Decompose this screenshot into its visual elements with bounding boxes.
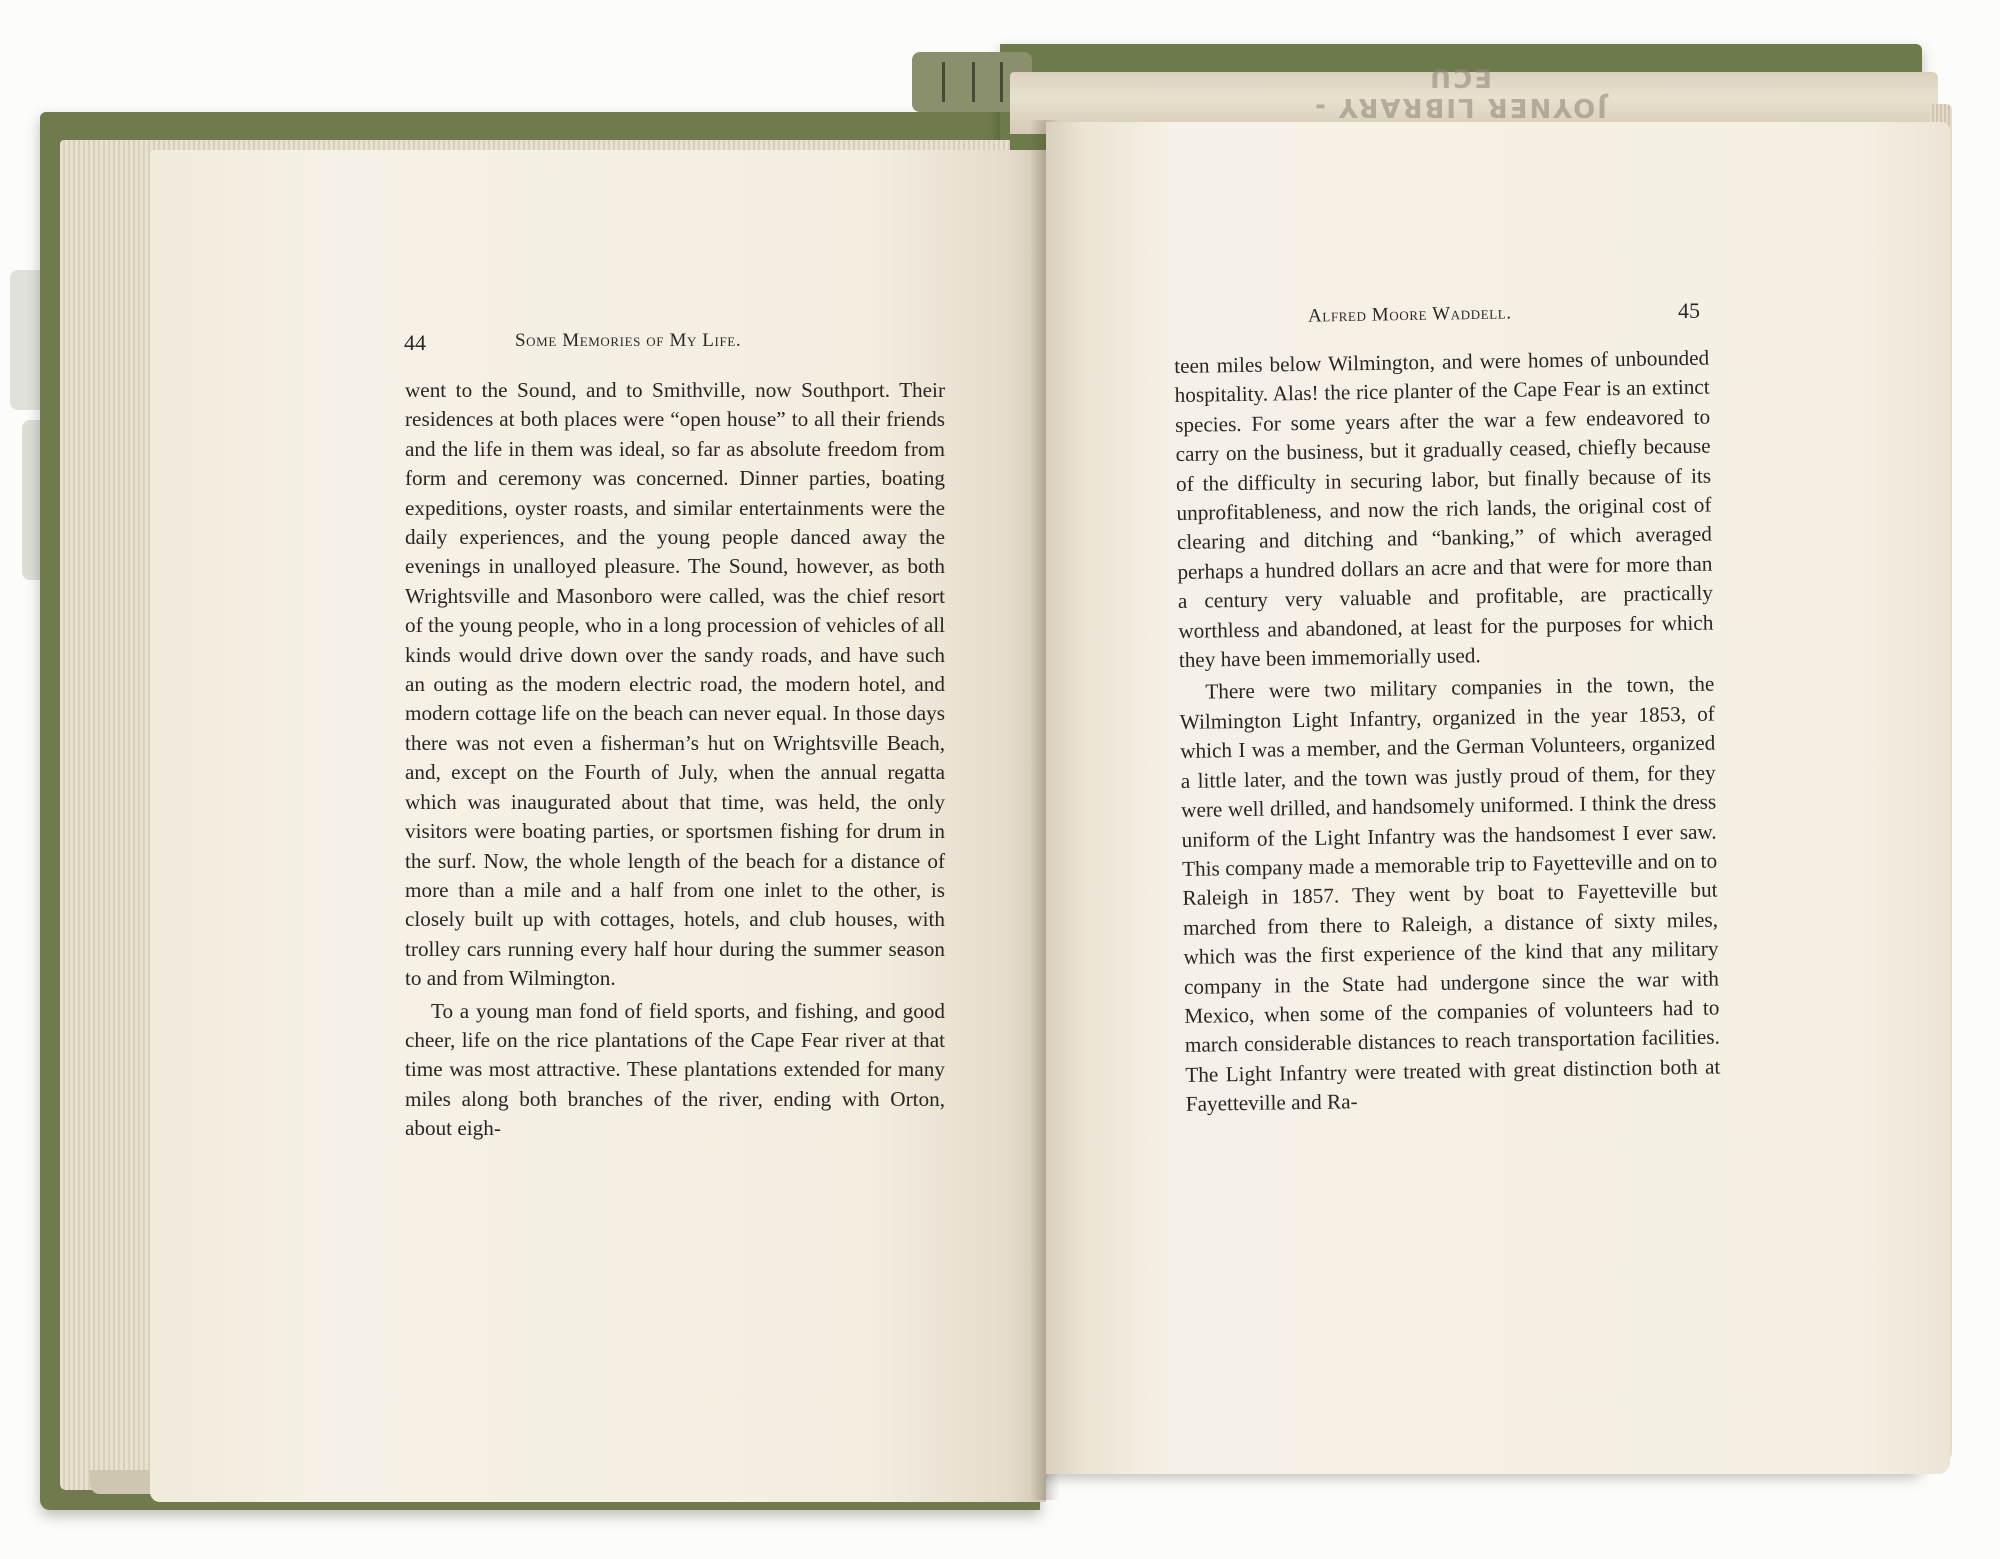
binding-thread	[942, 62, 945, 102]
left-page	[150, 150, 1046, 1502]
paragraph: teen miles below Wilmington, and were homes of unbounded hospitality. Alas! the rice planter of the Cape Fear is an extinct species. For some years after the war a few endeavored to carry on the business, but it gradually ceased, chiefly because of the difficulty in securing labor, but finally because of its unprofitableness, and now the rich lands, the original cost of clearing and ditching and “banking,” of which averaged perhaps a hundred dollars an acre and that were for more than a century very valuable and profitable, are practically worthless and abandoned, at least for the purposes for which they have been immemorially used.	[1174, 345, 1714, 673]
library-edge-stamp: JOYNER LIBRARY - ECU	[1313, 62, 1607, 122]
paragraph: To a young man fond of field sports, and fishing, and good cheer, life on the rice plantations of the Cape Fear river at that time was most attractive. These plantations extended for many miles along both branches of the river, ending with Orton, about eigh-	[405, 998, 945, 1141]
right-page	[1046, 122, 1950, 1474]
left-page-text	[405, 376, 945, 1144]
right-page-text	[1174, 344, 1721, 1120]
running-head-left: Some Memories of My Life.	[515, 330, 742, 351]
running-head-right: Alfred Moore Waddell.	[1307, 302, 1512, 327]
page-number-right: 45	[1678, 298, 1700, 323]
paragraph: There were two military companies in the town, the Wilmington Light Infantry, organized in the year 1853, of which I was a member, and the German Volunteers, organized a little later, and the town was justly proud of them, for they were well drilled, and handsomely uniformed. I think the dress uniform of the Light Infantry was the handsomest I ever saw. This company made a memorable trip to Fayetteville and on to Raleigh in 1857. They went by boat to Fayetteville but marched from there to Raleigh, a distance of sixty miles, which was the first experience of the kind that any military company in the State had undergone since the war with Mexico, when some of the companies of volunteers had to march considerable distances to reach transportation facilities. The Light Infantry were treated with great distinction both at Fayetteville and Ra-	[1179, 672, 1721, 1117]
binding-thread	[1000, 62, 1003, 102]
page-number-left: 44	[404, 330, 426, 355]
paragraph: went to the Sound, and to Smithville, now Southport. Their residences at both places were “open house” to all their friends and the life in them was ideal, so far as absolute freedom from form and ceremony was concerned. Dinner parties, boating expeditions, oyster roasts, and similar entertainments were the daily experiences, and the young people danced away the evenings in unalloyed pleasure. The Sound, however, as both Wrightsville and Masonboro were called, was the chief resort of the young people, who in a long procession of vehicles of all kinds would drive down over the sandy roads, and have such an outing as the modern electric road, the modern hotel, and modern cottage life on the beach can never equal. In those days there was not even a fisherman’s hut on Wrightsville Beach, and, except on the Fourth of July, when the annual regatta which was inaugurated about that time, was held, the only visitors were boating parties, or sportsmen fishing for drum in the surf. Now, the whole length of the beach for a distance of more than a mile and a half from one inlet to the other, is closely built up with cottages, hotels, and club houses, with trolley cars running every half hour during the summer season to and from Wilmington.	[405, 378, 945, 991]
binding-thread	[972, 62, 975, 102]
